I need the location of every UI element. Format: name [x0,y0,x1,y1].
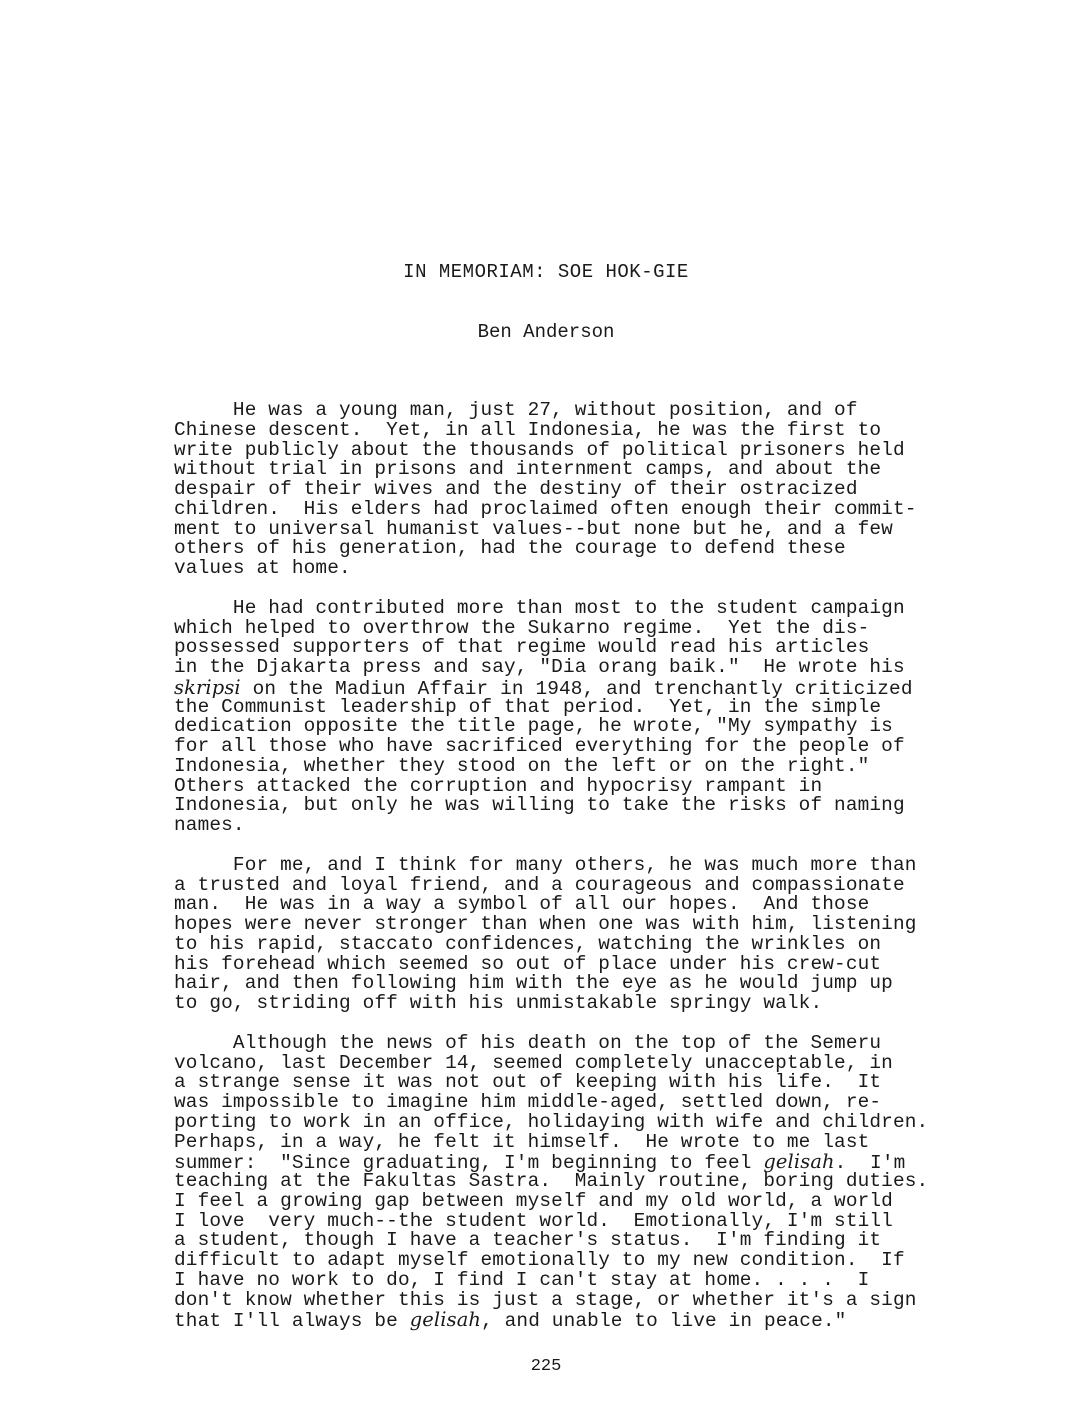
paragraph [174,853,1074,1014]
italic-term: gelisah [763,1150,835,1174]
line-text: volcano, last December 14, seemed completely unacceptable, in [174,1051,893,1074]
article-body [174,401,1074,1350]
line-text: for all those who have sacrificed everything for the people of [174,735,905,757]
line-text: , and unable to live in peace." [481,1310,847,1333]
line-text: dedication opposite the title page, he wrote, "My sympathy is [174,715,893,738]
line-text: ment to universal humanist values--but none but he, and a few [174,517,893,540]
text-line [174,658,1074,678]
line-text: Perhaps, in a way, he felt it himself. He wrote to me last [174,1130,870,1153]
line-text: teaching at the Fakultas Sastra. Mainly routine, boring duties. [174,1170,929,1192]
line-text: write publicly about the thousands of political prisoners held [174,438,905,461]
line-text: to go, striding off with his unmistakable springy walk. [174,992,823,1014]
line-text: a student, though I have a teacher's status. I'm finding it [174,1229,882,1252]
line-text: Chinese descent. Yet, in all Indonesia, he was the first to [174,418,882,441]
line-text: a strange sense it was not out of keeping with his life. It [174,1071,882,1094]
line-text: don't know whether this is just a stage, or whether it's a sign [174,1288,917,1311]
line-text: For me, and I think for many others, he was much more than [174,853,917,876]
line-text: Others attacked the corruption and hypocrisy rampant in [174,774,823,797]
page-number: 225 [530,1357,562,1376]
italic-term: gelisah [409,1308,482,1332]
line-text: names. [174,814,245,836]
text-line [174,796,1074,816]
text-line [174,1288,1074,1311]
line-text: hair, and then following him with the eye as he would jump up [174,972,893,995]
text-line [174,1130,1074,1153]
line-text: Indonesia, but only he was willing to take the risks of naming [174,794,905,817]
italic-term: skripsi [174,675,241,699]
line-text: Indonesia, whether they stood on the left or on the right." [174,754,870,777]
line-text: hopes were never stronger than when one was with him, listening [174,913,917,935]
text-line [174,994,1074,1014]
line-text: that I'll always be [174,1310,410,1333]
line-text: I feel a growing gap between myself and my old world, a world [174,1189,893,1212]
paragraph [174,401,1074,579]
text-line [174,559,1074,579]
line-text: Although the news of his death on the top of the Semeru [174,1031,882,1054]
line-text: a trusted and loyal friend, and a courageous and compassionate [174,873,905,896]
line-text: values at home. [174,557,351,579]
line-text: He had contributed more than most to the student campaign [174,596,905,619]
line-text: difficult to adapt myself emotionally to my new condition. If [174,1249,905,1271]
line-text: the Communist leadership of that period. Yet, in the simple [174,695,882,718]
line-text: on the Madiun Affair in 1948, and trenchantly criticized [240,677,913,700]
line-text: without trial in prisons and internment camps, and about the [174,458,882,481]
line-text: in the Djakarta press and say, "Dia orang baik." He wrote his [174,656,905,678]
paragraph [174,1031,1074,1333]
line-text: children. His elders had proclaimed often enough their commit- [174,497,917,520]
paragraph [174,596,1074,836]
article-title: IN MEMORIAM: SOE HOK-GIE [403,261,689,283]
line-text: his forehead which seemed so out of place under his crew-cut [174,952,882,975]
line-text: possessed supporters of that regime would read his articles [174,636,870,659]
article-author: Ben Anderson [477,321,615,343]
line-text: . I'm [834,1152,906,1175]
line-text: I love very much--the student world. Emotionally, I'm still [174,1209,893,1232]
line-text: man. He was in a way a symbol of all our hopes. And those [174,893,870,916]
line-text: I have no work to do, I find I can't stay at home. . . . I [174,1268,870,1291]
line-text: summer: "Since graduating, I'm beginning to feel [174,1152,764,1175]
line-text: despair of their wives and the destiny of their ostracized [174,478,858,500]
line-text: which helped to overthrow the Sukarno regime. Yet the dis- [174,616,870,639]
text-line [174,816,1074,836]
line-text: porting to work in an office, holidaying with wife and children. [174,1110,929,1133]
line-text: others of his generation, had the courage to defend these [174,537,846,560]
line-text: was impossible to imagine him middle-aged, settled down, re- [174,1091,882,1113]
text-line [174,1308,1074,1333]
line-text: to his rapid, staccato confidences, watching the wrinkles on [174,932,882,955]
line-text: He was a young man, just 27, without position, and of [174,399,858,421]
